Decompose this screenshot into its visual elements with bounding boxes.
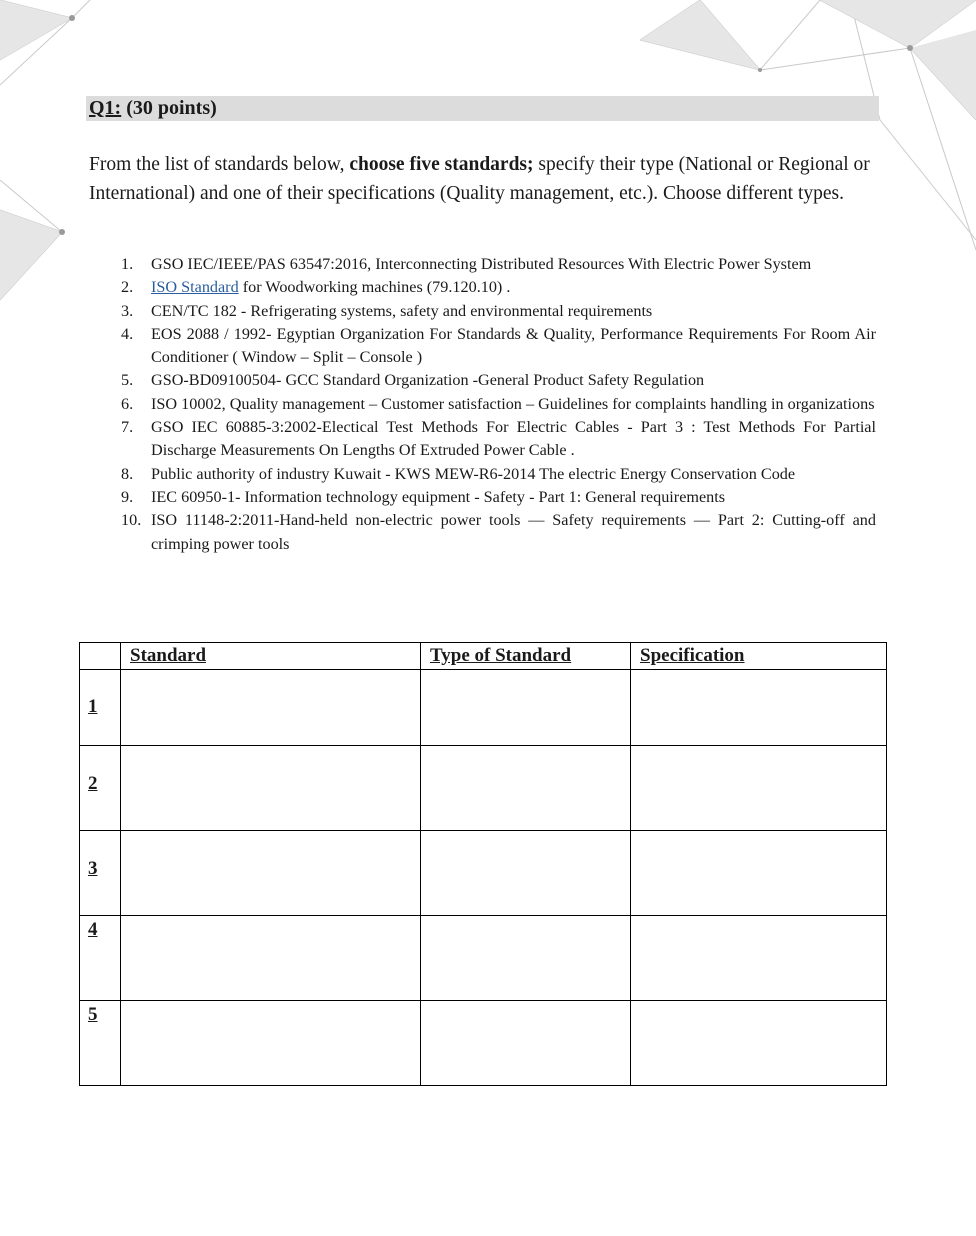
instructions-part2: specify their type (National or Regional or International) and one of their specifications (Quality management, etc.). Choose different types. (89, 154, 870, 204)
type-cell[interactable] (421, 1001, 631, 1086)
row-number: 5 (80, 1001, 121, 1086)
list-item (110, 416, 876, 463)
list-item-number: 9. (121, 487, 134, 506)
header-cell-blank (80, 643, 121, 670)
table-row (80, 746, 887, 831)
list-item-number: 5. (121, 371, 134, 390)
list-item-number: 3. (121, 301, 134, 320)
row-number: 3 (80, 831, 121, 916)
header-specification: Specification (631, 643, 887, 670)
question-points: (30 points) (126, 97, 217, 119)
type-cell[interactable] (421, 916, 631, 1001)
list-item-text: EOS 2088 / 1992- Egyptian Organization For Standards & Quality, Performance Requirements For Room Air Conditioner ( Window – Split – Console ) (151, 324, 876, 367)
list-item-text: ISO 11148-2:2011-Hand-held non-electric power tools — Safety requirements — Part 2: Cutting-off and crimping power tools (151, 511, 876, 553)
row-number: 2 (80, 746, 121, 831)
list-item (110, 369, 876, 392)
list-item (110, 276, 876, 299)
list-item-number: 7. (121, 418, 134, 437)
list-item-number: 6. (121, 394, 134, 413)
standard-cell[interactable] (121, 670, 421, 746)
list-item-number: 8. (121, 464, 134, 483)
table-header-row (80, 643, 887, 670)
table-row (80, 1001, 887, 1086)
question-instructions (89, 151, 889, 208)
list-item-text: CEN/TC 182 - Refrigerating systems, safety and environmental requirements (151, 301, 653, 320)
standard-cell[interactable] (121, 831, 421, 916)
table-row (80, 670, 887, 746)
iso-standard-link[interactable]: ISO Standard (151, 278, 239, 297)
list-item-number: 2. (121, 278, 134, 297)
table-row (80, 916, 887, 1001)
specification-cell[interactable] (631, 831, 887, 916)
question-header (86, 96, 879, 121)
list-item (110, 300, 876, 323)
specification-cell[interactable] (631, 746, 887, 831)
list-item (110, 323, 876, 370)
standards-list (110, 253, 876, 556)
list-item (110, 463, 876, 486)
list-item-number: 4. (121, 324, 134, 343)
type-cell[interactable] (421, 670, 631, 746)
standard-cell[interactable] (121, 1001, 421, 1086)
type-cell[interactable] (421, 831, 631, 916)
specification-cell[interactable] (631, 916, 887, 1001)
answer-table (79, 642, 887, 1086)
row-number: 1 (80, 670, 121, 746)
standard-cell[interactable] (121, 916, 421, 1001)
list-item-text: Public authority of industry Kuwait - KWS MEW-R6-2014 The electric Energy Conservation Code (151, 464, 796, 483)
list-item (110, 509, 876, 556)
list-item-text: GSO IEC/IEEE/PAS 63547:2016, Interconnecting Distributed Resources With Electric Power System (151, 255, 812, 273)
list-item (110, 253, 876, 276)
list-item (110, 486, 876, 509)
list-item-number: 10. (121, 511, 142, 530)
question-number: Q1: (89, 97, 122, 119)
header-type-of-standard: Type of Standard (421, 643, 631, 670)
type-cell[interactable] (421, 746, 631, 831)
table-row (80, 831, 887, 916)
row-number: 4 (80, 916, 121, 1001)
instructions-bold: choose five standards; (349, 154, 534, 175)
specification-cell[interactable] (631, 1001, 887, 1086)
list-item-number: 1. (121, 255, 134, 273)
list-item-text: GSO-BD09100504- GCC Standard Organization -General Product Safety Regulation (151, 371, 705, 390)
instructions-part1: From the list of standards below, (89, 154, 350, 175)
standard-cell[interactable] (121, 746, 421, 831)
list-item-text: GSO IEC 60885-3:2002-Electical Test Methods For Electric Cables - Part 3 : Test Methods For Partial Discharge Measurements On Lengths Of Extruded Power Cable . (151, 418, 876, 460)
list-item-text: for Woodworking machines (79.120.10) . (238, 278, 511, 297)
specification-cell[interactable] (631, 670, 887, 746)
list-item (110, 393, 876, 416)
header-standard: Standard (121, 643, 421, 670)
list-item-text: IEC 60950-1- Information technology equipment - Safety - Part 1: General requirements (151, 487, 726, 506)
list-item-text: ISO 10002, Quality management – Customer satisfaction – Guidelines for complaints handling in organizations (151, 394, 875, 413)
